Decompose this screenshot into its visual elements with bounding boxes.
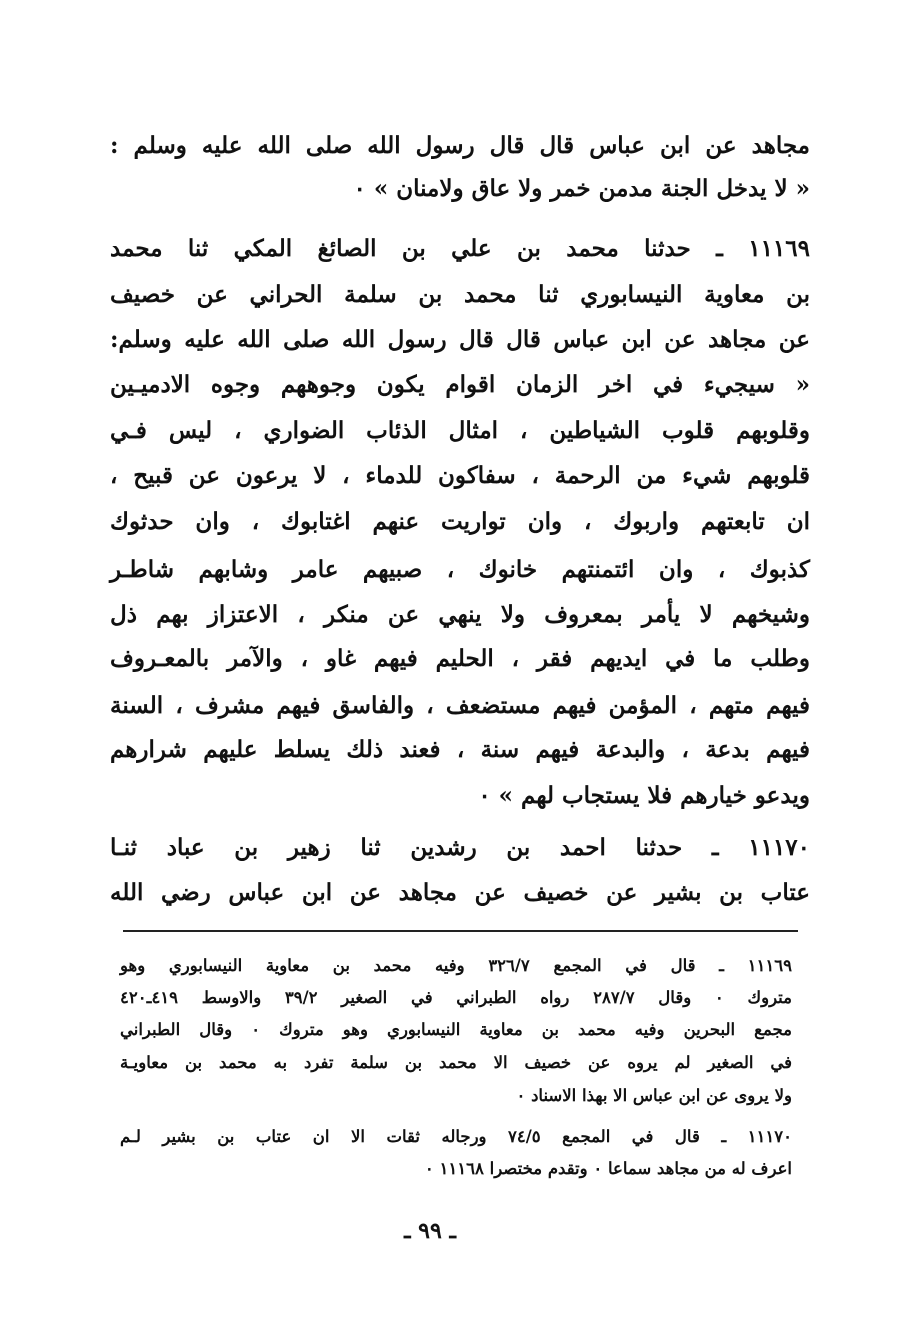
body-line: « سيجيء في اخر الزمان اقوام يكون وجوههم وجوه الادميـين [110,371,810,398]
body-line: فيهم بدعة ، والبدعة فيهم سنة ، فعند ذلك يسلط عليهم شرارهم [110,736,810,763]
body-line: « لا يدخل الجنة مدمن خمر ولا عاق ولامنان » ٠ [353,175,810,202]
body-line: عن مجاهد عن ابن عباس قال قال رسول الله صلى الله عليه وسلم: [110,326,810,353]
footnote-line: اعرف له من مجاهد سماعا ٠ وتقدم مختصرا ١١١٦٨ ٠ [424,1159,792,1178]
page-number: ـ ٩٩ ـ [404,1218,456,1244]
body-line: وقلوبهم قلوب الشياطين ، امثال الذئاب الضواري ، ليس فـي [110,417,810,444]
footnote-line: في الصغير لم يروه عن خصيف الا محمد بن سلمة تفرد به محمد بن معاويـة [120,1053,792,1072]
body-line: ١١١٦٩ ـ حدثنا محمد بن علي بن الصائغ المكي ثنا محمد [110,235,810,262]
body-line: فيهم متهم ، المؤمن فيهم مستضعف ، والفاسق فيهم مشرف ، السنة [110,692,810,719]
body-line: ان تابعتهم واربوك ، وان تواريت عنهم اغتابوك ، وان حدثوك [110,508,810,535]
footnote-line: ولا يروى عن ابن عباس الا بهذا الاسناد ٠ [516,1086,792,1105]
footnote-line: ١١١٧٠ ـ قال في المجمع ٧٤/٥ ورجاله ثقات الا ان عتاب بن بشير لـم [120,1127,792,1146]
footnote-line: ١١١٦٩ ـ قال في المجمع ٣٢٦/٧ وفيه محمد بن معاوية النيسابوري وهو [120,956,792,975]
body-line: وطلب ما في ايديهم فقر ، الحليم فيهم غاو ، والآمر بالمعـروف [110,645,810,672]
body-line: مجاهد عن ابن عباس قال قال رسول الله صلى الله عليه وسلم : [110,132,810,159]
body-line: قلوبهم شيء من الرحمة ، سفاكون للدماء ، لا يرعون عن قبيح ، [110,462,810,489]
body-line: كذبوك ، وان ائتمنتهم خانوك ، صبيهم عامر وشابهم شاطـر [110,556,810,583]
footnote-divider [123,930,798,932]
body-line: عتاب بن بشير عن خصيف عن مجاهد عن ابن عباس رضي الله [110,879,810,906]
body-line: ١١١٧٠ ـ حدثنا احمد بن رشدين ثنا زهير بن عباد ثنـا [110,834,810,861]
footnote-line: متروك ٠ وقال ٢٨٧/٧ رواه الطبراني في الصغير ٣٩/٢ والاوسط ٤١٩ـ٤٢٠ [120,988,792,1007]
body-line: وشيخهم لا يأمر بمعروف ولا ينهي عن منكر ، الاعتزاز بهم ذل [110,601,810,628]
body-line: بن معاوية النيسابوري ثنا محمد بن سلمة الحراني عن خصيف [110,281,810,308]
footnote-line: مجمع البحرين وفيه محمد بن معاوية النيسابوري وهو متروك ٠ وقال الطبراني [120,1020,792,1039]
body-line: ويدعو خيارهم فلا يستجاب لهم » ٠ [478,782,810,809]
